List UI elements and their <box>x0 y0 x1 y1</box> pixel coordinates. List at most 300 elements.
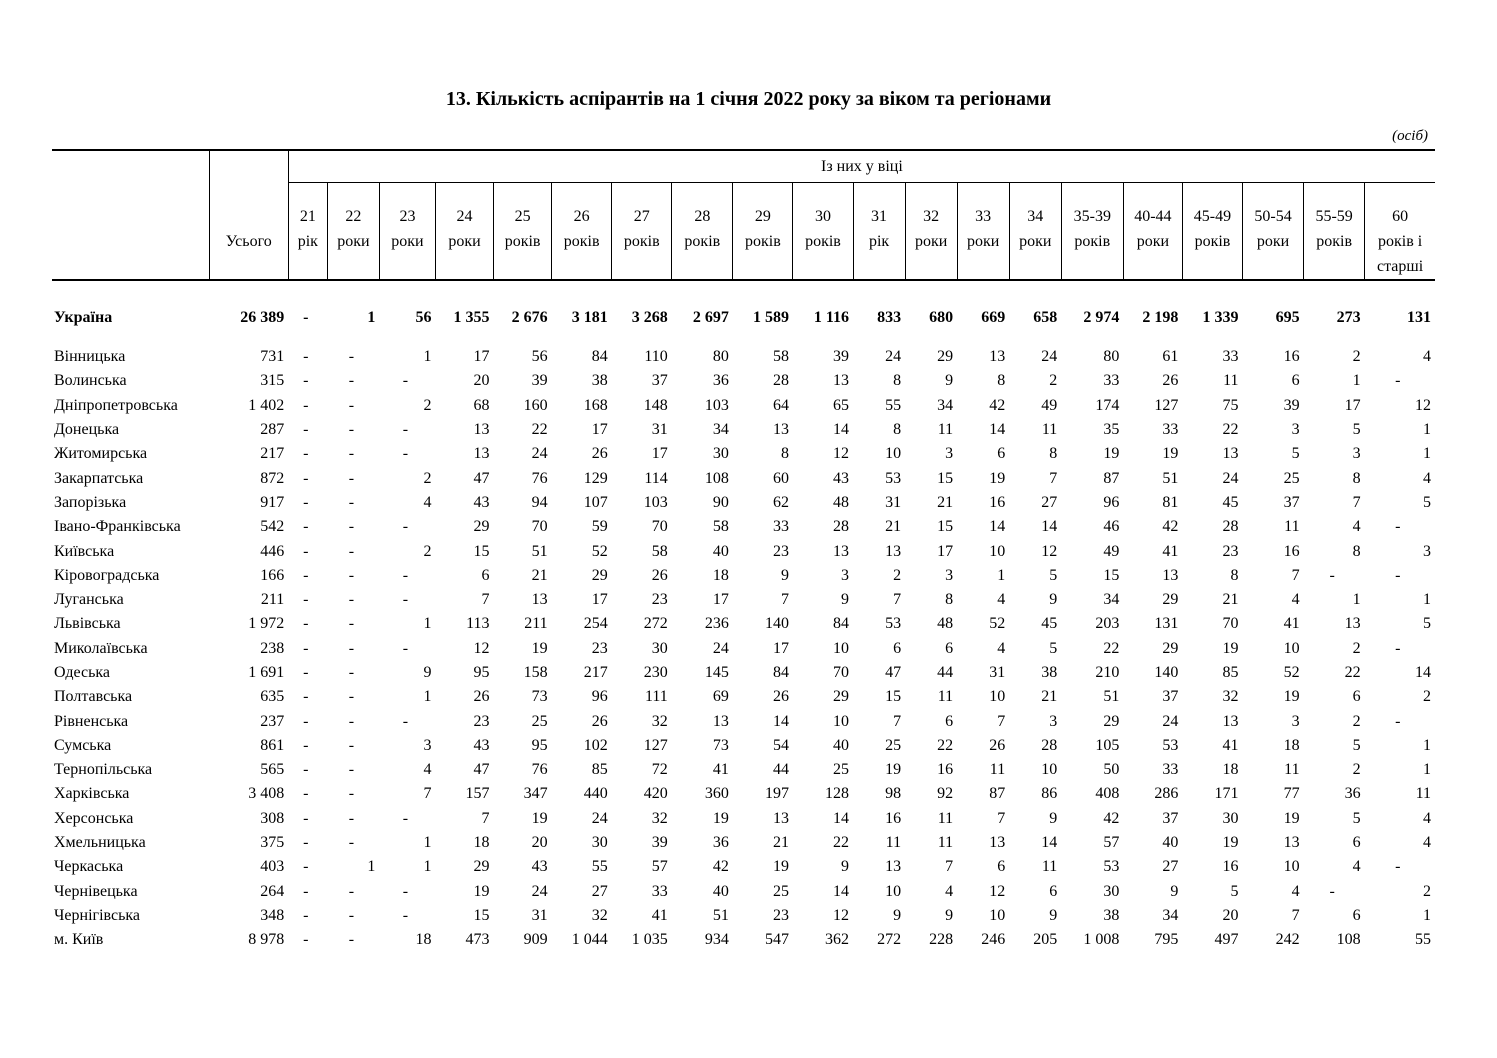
value-cell: 7 <box>481 809 490 827</box>
value-cell: 39 <box>1283 396 1300 414</box>
value-cell: 140 <box>764 615 789 633</box>
value-cell: - <box>303 736 309 754</box>
value-cell: 33 <box>651 882 668 900</box>
value-cell: - <box>348 712 355 730</box>
value-cell: 19 <box>1162 445 1179 463</box>
value-cell: 246 <box>981 931 1006 949</box>
region-row <box>52 539 1435 563</box>
region-name: Чернівецька <box>54 882 138 900</box>
value-cell: 1 <box>423 348 432 366</box>
region-name: Сумська <box>54 736 112 754</box>
age-header-text: 25 <box>514 208 531 225</box>
value-cell: 4 <box>1423 348 1431 366</box>
age-header-text: роки <box>391 233 424 250</box>
value-cell: 53 <box>1103 858 1120 876</box>
value-cell: 2 <box>1423 688 1431 706</box>
value-cell: 8 <box>1230 566 1239 584</box>
value-cell: 26 <box>989 736 1006 754</box>
age-header <box>905 183 957 281</box>
total-cell: 237 <box>260 712 285 730</box>
value-cell: - <box>303 858 309 876</box>
value-cell: 909 <box>523 931 548 949</box>
value-cell: 84 <box>591 348 608 366</box>
value-cell: - <box>303 493 309 511</box>
value-cell: 19 <box>1283 809 1300 827</box>
value-cell: 273 <box>1336 309 1361 326</box>
value-cell: 2 <box>423 542 432 560</box>
value-cell: 50 <box>1103 761 1120 779</box>
table-header <box>52 150 1435 280</box>
value-cell: 62 <box>772 493 789 511</box>
value-cell: 58 <box>651 542 668 560</box>
value-cell: 211 <box>524 615 548 633</box>
value-cell: 15 <box>937 469 954 487</box>
age-header-text: 29 <box>754 208 771 225</box>
value-cell: 934 <box>704 931 729 949</box>
value-cell: 55 <box>1415 931 1431 949</box>
value-cell: - <box>348 493 355 511</box>
value-cell: 2 <box>893 566 902 584</box>
total-cell: 1 402 <box>248 396 285 414</box>
value-cell: 5 <box>1352 809 1361 827</box>
value-cell: 127 <box>643 736 668 754</box>
value-cell: 48 <box>833 493 850 511</box>
value-cell: 33 <box>772 518 789 536</box>
region-row <box>52 369 1435 393</box>
region-name: Тернопільська <box>54 761 153 779</box>
value-cell: 14 <box>1415 664 1431 681</box>
value-cell: 13 <box>1283 834 1300 852</box>
total-cell: 315 <box>260 372 285 390</box>
age-header-text: років <box>745 233 781 250</box>
value-cell: 16 <box>1283 348 1300 366</box>
value-cell: - <box>348 566 355 584</box>
value-cell: 254 <box>583 615 608 633</box>
value-cell: 9 <box>1049 591 1058 609</box>
value-cell: 22 <box>531 421 548 439</box>
value-cell: 11 <box>937 421 954 439</box>
total-cell: 635 <box>260 688 285 706</box>
region-name: Хмельницька <box>54 834 146 852</box>
total-cell: 1 972 <box>248 615 285 633</box>
value-cell: - <box>1395 566 1401 584</box>
value-cell: 51 <box>531 542 548 560</box>
value-cell: 5 <box>1291 445 1300 463</box>
age-header-text: років <box>684 233 721 250</box>
value-cell: 29 <box>591 566 608 584</box>
value-cell: - <box>303 445 309 463</box>
value-cell: 102 <box>583 736 608 754</box>
value-cell: 140 <box>1154 664 1179 681</box>
age-header-text: років <box>504 233 541 250</box>
value-cell: 1 <box>367 858 376 876</box>
value-cell: - <box>303 664 309 681</box>
value-cell: 54 <box>772 736 789 754</box>
value-cell: - <box>348 834 355 852</box>
value-cell: 1 035 <box>631 931 668 949</box>
value-cell: 30 <box>591 834 608 852</box>
value-cell: 1 <box>1423 761 1431 779</box>
value-cell: 168 <box>583 396 608 414</box>
value-cell: 205 <box>1033 931 1058 949</box>
age-header <box>494 183 552 281</box>
value-cell: 1 <box>997 566 1006 584</box>
value-cell: 5 <box>1352 736 1361 754</box>
age-header-text: 50-54 <box>1254 208 1292 225</box>
age-header <box>733 183 793 281</box>
age-header-text: 40-44 <box>1134 208 1172 225</box>
value-cell: 2 676 <box>511 309 548 326</box>
value-cell: 10 <box>885 882 902 900</box>
value-cell: 8 <box>997 372 1006 390</box>
value-cell: 7 <box>780 591 789 609</box>
value-cell: 10 <box>833 639 850 657</box>
age-header-text: 26 <box>573 208 590 225</box>
value-cell: 1 <box>367 309 376 326</box>
total-cell: 403 <box>260 858 285 876</box>
value-cell: 6 <box>997 445 1006 463</box>
value-cell: 58 <box>712 518 729 536</box>
region-name: Волинська <box>54 372 127 390</box>
value-cell: - <box>348 396 355 414</box>
value-cell: 17 <box>1344 396 1361 414</box>
value-cell: 28 <box>1041 736 1058 754</box>
value-cell: 21 <box>1041 688 1058 706</box>
value-cell: - <box>1395 639 1401 657</box>
value-cell: 30 <box>651 639 668 657</box>
value-cell: 13 <box>989 834 1006 852</box>
age-header-text: 23 <box>399 208 416 225</box>
region-row <box>52 709 1435 733</box>
age-header-text: років <box>805 233 841 250</box>
value-cell: - <box>348 785 355 803</box>
region-row <box>52 394 1435 418</box>
value-cell: - <box>303 372 309 390</box>
value-cell: 29 <box>1103 712 1120 730</box>
region-row <box>52 782 1435 806</box>
value-cell: 29 <box>1162 591 1179 609</box>
value-cell: 43 <box>473 493 490 511</box>
value-cell: 9 <box>1170 882 1179 900</box>
value-cell: 1 <box>1423 591 1431 609</box>
value-cell: 4 <box>1423 834 1431 852</box>
total-cell: 3 408 <box>248 785 285 803</box>
age-header <box>552 183 612 281</box>
value-cell: 23 <box>772 542 789 560</box>
value-cell: 7 <box>945 858 954 876</box>
value-cell: - <box>303 688 309 706</box>
value-cell: - <box>303 785 309 803</box>
value-cell: 27 <box>1041 493 1058 511</box>
value-cell: 11 <box>1041 421 1058 439</box>
value-cell: 114 <box>644 469 668 487</box>
value-cell: 2 <box>423 396 432 414</box>
value-cell: 24 <box>1041 348 1058 366</box>
value-cell: 11 <box>937 688 954 706</box>
value-cell: 17 <box>712 591 729 609</box>
value-cell: 96 <box>591 688 608 706</box>
region-name: Миколаївська <box>54 639 148 657</box>
age-header-text: роки <box>967 233 1000 250</box>
total-cell: 861 <box>260 736 285 754</box>
value-cell: 680 <box>929 309 954 326</box>
age-header-text: 21 <box>299 208 316 225</box>
value-cell: - <box>348 761 355 779</box>
value-cell: - <box>348 882 355 900</box>
value-cell: 70 <box>651 518 668 536</box>
corner-cell <box>52 150 209 280</box>
total-cell: 8 978 <box>248 931 285 949</box>
value-cell: 61 <box>1162 348 1179 366</box>
value-cell: 51 <box>712 906 729 924</box>
value-cell: 46 <box>1103 518 1120 536</box>
value-cell: - <box>402 566 409 584</box>
value-cell: 272 <box>643 615 668 633</box>
age-header <box>288 183 327 281</box>
region-name: Івано-Франківська <box>54 518 181 536</box>
value-cell: 41 <box>712 761 729 779</box>
value-cell: 23 <box>591 639 608 657</box>
value-cell: 157 <box>465 785 490 803</box>
value-cell: 6 <box>945 639 954 657</box>
value-cell: 19 <box>473 882 490 900</box>
value-cell: 36 <box>1344 785 1361 803</box>
total-cell: 917 <box>260 493 285 511</box>
value-cell: 5 <box>1423 615 1431 633</box>
value-cell: 6 <box>1352 688 1361 706</box>
value-cell: 1 044 <box>571 931 608 949</box>
value-cell: 833 <box>877 309 902 326</box>
age-header-text: 45-49 <box>1193 208 1232 225</box>
value-cell: 81 <box>1162 493 1179 511</box>
value-cell: - <box>303 591 309 609</box>
age-header <box>1123 183 1182 281</box>
value-cell: 33 <box>1222 348 1239 366</box>
value-cell: 18 <box>712 566 729 584</box>
value-cell: 12 <box>989 882 1006 900</box>
value-cell: 27 <box>1162 858 1179 876</box>
value-cell: 29 <box>473 518 490 536</box>
value-cell: - <box>402 809 409 827</box>
value-cell: 52 <box>989 615 1006 633</box>
value-cell: 32 <box>651 809 668 827</box>
value-cell: 131 <box>1154 615 1179 633</box>
value-cell: 75 <box>1222 396 1239 414</box>
value-cell: 32 <box>1222 688 1239 706</box>
age-group-header: Із них у віці <box>288 150 1435 183</box>
value-cell: 408 <box>1095 785 1120 803</box>
value-cell: 41 <box>1283 615 1300 633</box>
value-cell: 210 <box>1095 664 1120 681</box>
value-cell: 45 <box>1222 493 1239 511</box>
region-row <box>52 855 1435 879</box>
value-cell: - <box>348 445 355 463</box>
value-cell: 70 <box>1222 615 1239 633</box>
region-name: Закарпатська <box>54 469 144 487</box>
value-cell: - <box>402 639 409 657</box>
value-cell: - <box>402 591 409 609</box>
total-cell: 1 691 <box>248 664 285 681</box>
age-header <box>1182 183 1242 281</box>
value-cell: 33 <box>1162 421 1179 439</box>
value-cell: 30 <box>712 445 729 463</box>
region-name: Дніпропетровська <box>54 396 178 414</box>
value-cell: 3 <box>423 736 432 754</box>
value-cell: 3 <box>1291 421 1300 439</box>
region-name: Донецька <box>54 421 120 439</box>
unit-label: (осіб) <box>1392 128 1428 144</box>
value-cell: 8 <box>945 591 954 609</box>
age-header <box>957 183 1009 281</box>
value-cell: 9 <box>423 664 432 681</box>
region-name: Харківська <box>54 785 130 803</box>
value-cell: 70 <box>531 518 548 536</box>
value-cell: 25 <box>1283 469 1300 487</box>
value-cell: 40 <box>1162 834 1179 852</box>
value-cell: - <box>348 736 355 754</box>
value-cell: 7 <box>893 591 902 609</box>
value-cell: - <box>303 639 309 657</box>
value-cell: 2 <box>1049 372 1058 390</box>
region-name: м. Київ <box>54 931 104 949</box>
value-cell: 10 <box>1283 639 1300 657</box>
value-cell: 1 <box>423 688 432 706</box>
value-cell: 7 <box>997 809 1006 827</box>
value-cell: - <box>348 591 355 609</box>
value-cell: 440 <box>583 785 608 803</box>
age-header-text: рік <box>868 233 890 250</box>
value-cell: 3 <box>945 566 954 584</box>
value-cell: 3 <box>1423 542 1431 560</box>
value-cell: 12 <box>833 445 850 463</box>
value-cell: 2 <box>1352 348 1361 366</box>
value-cell: 33 <box>1162 761 1179 779</box>
age-header-text: 31 <box>871 208 888 225</box>
value-cell: 49 <box>1103 542 1120 560</box>
total-cell: 542 <box>260 518 285 536</box>
value-cell: 43 <box>473 736 490 754</box>
age-header-text: 55-59 <box>1315 208 1353 225</box>
value-cell: 9 <box>945 906 954 924</box>
value-cell: 69 <box>712 688 729 706</box>
value-cell: 13 <box>531 591 548 609</box>
age-header <box>793 183 853 281</box>
value-cell: 11 <box>1284 518 1300 536</box>
value-cell: 11 <box>1041 858 1058 876</box>
value-cell: - <box>402 712 409 730</box>
value-cell: 16 <box>1283 542 1300 560</box>
age-header-text: рік <box>297 233 318 250</box>
value-cell: 2 <box>1352 639 1361 657</box>
value-cell: - <box>303 906 309 924</box>
region-row <box>52 734 1435 758</box>
age-header-text: роки <box>1136 233 1170 250</box>
value-cell: - <box>303 469 309 487</box>
age-header-text: років <box>623 233 660 250</box>
age-header <box>379 183 435 281</box>
value-cell: 32 <box>651 712 668 730</box>
value-cell: 57 <box>1103 834 1120 852</box>
value-cell: 24 <box>591 809 608 827</box>
value-cell: 29 <box>1162 639 1179 657</box>
value-cell: 24 <box>885 348 902 366</box>
value-cell: 20 <box>473 372 490 390</box>
value-cell: 25 <box>833 761 850 779</box>
value-cell: 2 <box>1423 882 1431 900</box>
value-cell: 1 355 <box>453 309 490 326</box>
region-row <box>52 418 1435 442</box>
value-cell: 12 <box>833 906 850 924</box>
value-cell: 13 <box>1222 712 1239 730</box>
value-cell: 10 <box>1283 858 1300 876</box>
age-header <box>1243 183 1304 281</box>
value-cell: 236 <box>704 615 729 633</box>
value-cell: 13 <box>712 712 729 730</box>
value-cell: 9 <box>893 906 902 924</box>
region-name: Україна <box>54 309 113 326</box>
age-header-text: 35-39 <box>1073 208 1111 225</box>
value-cell: 80 <box>712 348 729 366</box>
value-cell: - <box>303 761 309 779</box>
value-cell: 4 <box>1423 469 1431 487</box>
value-cell: - <box>1395 858 1401 876</box>
value-cell: 41 <box>651 906 668 924</box>
value-cell: 31 <box>651 421 668 439</box>
value-cell: 8 <box>1049 445 1058 463</box>
value-cell: 86 <box>1041 785 1058 803</box>
value-cell: 22 <box>1103 639 1120 657</box>
value-cell: 22 <box>937 736 954 754</box>
value-cell: 1 <box>1423 421 1431 439</box>
value-cell: 26 <box>591 445 608 463</box>
value-cell: 3 268 <box>631 309 668 326</box>
value-cell: 13 <box>772 809 789 827</box>
value-cell: 31 <box>531 906 548 924</box>
value-cell: 10 <box>989 906 1006 924</box>
value-cell: 148 <box>643 396 668 414</box>
value-cell: 25 <box>531 712 548 730</box>
region-row <box>52 904 1435 928</box>
value-cell: 111 <box>644 688 668 706</box>
value-cell: - <box>303 396 309 414</box>
value-cell: 1 <box>1423 736 1431 754</box>
value-cell: - <box>303 566 309 584</box>
value-cell: 24 <box>712 639 729 657</box>
age-header-text: роки <box>1019 233 1052 250</box>
value-cell: 4 <box>1352 858 1361 876</box>
value-cell: 39 <box>833 348 850 366</box>
value-cell: 20 <box>531 834 548 852</box>
value-cell: 53 <box>885 469 902 487</box>
value-cell: 76 <box>531 761 548 779</box>
value-cell: 4 <box>945 882 954 900</box>
value-cell: 13 <box>1344 615 1361 633</box>
value-cell: 52 <box>591 542 608 560</box>
value-cell: - <box>348 469 355 487</box>
value-cell: 22 <box>1344 664 1361 681</box>
value-cell: - <box>348 518 355 536</box>
value-cell: 17 <box>651 445 668 463</box>
value-cell: 13 <box>989 348 1006 366</box>
value-cell: 58 <box>772 348 789 366</box>
value-cell: 145 <box>704 664 729 681</box>
value-cell: 158 <box>523 664 548 681</box>
value-cell: 73 <box>712 736 729 754</box>
value-cell: 42 <box>712 858 729 876</box>
value-cell: 2 974 <box>1083 309 1120 326</box>
value-cell: 3 <box>1352 445 1361 463</box>
value-cell: 5 <box>1049 639 1058 657</box>
